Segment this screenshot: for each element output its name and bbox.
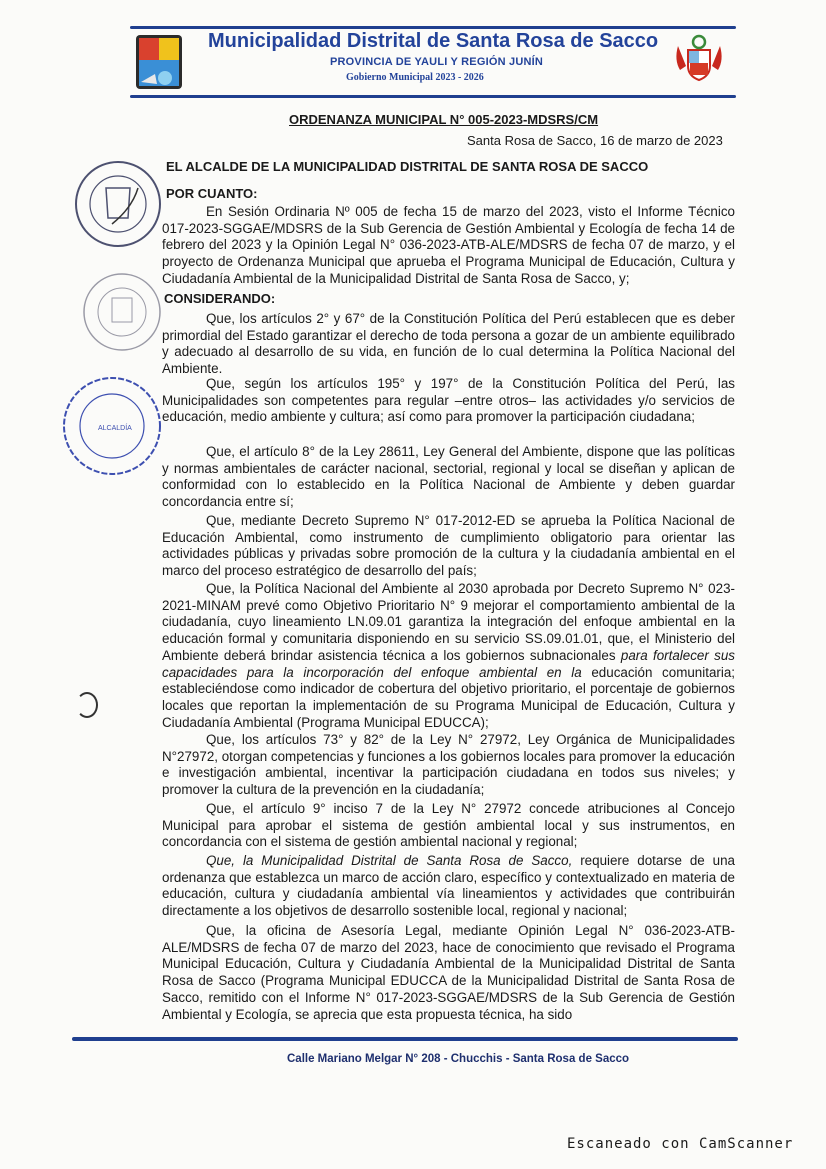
considerando-paragraph-8: [162, 853, 735, 920]
header-bottom-rule: [130, 95, 736, 98]
punch-hole-mark: [76, 692, 98, 718]
svg-text:ALCALDÍA: ALCALDÍA: [98, 425, 132, 432]
official-stamp-1: [72, 158, 164, 250]
addressee-heading: EL ALCALDE DE LA MUNICIPALIDAD DISTRITAL DE SANTA ROSA DE SACCO: [166, 159, 649, 174]
considerando-paragraph-1: Que, los artículos 2° y 67° de la Constitución Política del Perú establecen que es deber primordial del Estado garantizar el derecho de toda persona a gozar de un ambiente equilibrado y adecuado al desarrollo de su vida, en función de lo cual determina la Política Nacional del Ambiente.: [162, 311, 735, 377]
considerando-paragraph-9: Que, la oficina de Asesoría Legal, mediante Opinión Legal N° 036-2023-ATB-ALE/MDSRS de fecha 07 de marzo del 2023, hace de conocimiento que revisado el Programa Municipal Educación, Cultura y Ciudadanía Ambiental de la Municipalidad Distrital de Santa Rosa de Sacco (Programa Municipal EDUCCA de la Municipalidad Distrital de Santa Rosa de Sacco, remitido con el Informe N° 017-2023-SGGAE/MDSRS de la Sub Gerencia de Gestión Ambiental y Ecología, se aprecia que esta propuesta técnica, ha sido: [162, 923, 735, 1022]
considerando-paragraph-2: Que, según los artículos 195° y 197° de la Constitución Política del Perú, las Municipalidades son competentes para regular –entre otros– las actividades y/o servicios de educación, medio ambiente y cultura; así como para promover la participación ciudadana;: [162, 376, 735, 425]
district-logo: [135, 34, 183, 90]
official-stamp-3: [58, 372, 166, 480]
paragraph-5-part-b: para fortalecer sus capacidades para la incorporación del enfoque ambiental en la: [162, 647, 735, 680]
header-top-rule: [130, 26, 736, 29]
municipality-name: Municipalidad Distrital de Santa Rosa de Sacco: [208, 30, 659, 52]
paragraph-5-part-c: educación comunitaria; estableciéndose como indicador de cobertura del objetivo prioritario, el porcentaje de gobiernos locales que reportan la implementación de su Programa Municipal de Educación, Cultura y Ciudadanía Ambiental (Programa Municipal EDUCCA);: [162, 664, 735, 730]
official-stamp-2: [80, 270, 164, 354]
footer-rule: [72, 1037, 738, 1041]
document-date: Santa Rosa de Sacco, 16 de marzo de 2023: [467, 133, 723, 148]
footer-address: Calle Mariano Melgar N° 208 - Chucchis - Santa Rosa de Sacco: [287, 1053, 630, 1065]
camscanner-watermark: Escaneado con CamScanner: [567, 1136, 794, 1152]
paragraph-5-part-a: Que, la Política Nacional del Ambiente al 2030 aprobada por Decreto Supremo N° 023-2021-MINAM prevé como Objetivo Prioritario N° 9 mejorar el comportamiento ambiental de la ciudadanía, cuyo lineamiento LN.09.01 garantiza la integración del enfoque ambiental en la educación formal y comunitaria disponiendo en su servicio SS.09.01.01, que, el Ministerio del Ambiente deberá brindar asistencia técnica a los gobiernos subnacionales: [162, 581, 735, 663]
considerando-paragraph-6: Que, los artículos 73° y 82° de la Ley N° 27972, Ley Orgánica de Municipalidades N°27972, otorgan competencias y funciones a los gobiernos locales para promover la educación e investigación ambiental, incentivar la participación ciudadana en todos sus niveles; y promover la cultura de la prevención en la ciudadanía;: [162, 732, 735, 798]
considerando-paragraph-4: Que, mediante Decreto Supremo N° 017-2012-ED se aprueba la Política Nacional de Educación Ambiental, como instrumento de cumplimiento obligatorio para orientar las actividades públicas y privadas sobre promoción de la cultura y la ciudadanía ambiental en el marco del proceso estratégico de desarrollo del país;: [162, 513, 735, 579]
paragraph-8-part-b: requiere dotarse de una ordenanza que establezca un marco de acción claro, específico y contextualizado en materia de educación, cultura y ciudadanía ambiental vía lineamientos y actividades que contribuirán directamente a los objetivos de desarrollo sostenible local, regional y nacional;: [162, 853, 735, 919]
considerando-paragraph-5: [162, 581, 735, 731]
considerando-paragraph-7: Que, el artículo 9° inciso 7 de la Ley N° 27972 concede atribuciones al Concejo Municipal para aprobar el sistema de gestión ambiental local y sus instrumentos, en concordancia con el sistema de gestión ambiental nacional y regional;: [162, 801, 735, 850]
peru-coat-of-arms: [672, 30, 726, 86]
considerando-paragraph-3: Que, el artículo 8° de la Ley 28611, Ley General del Ambiente, dispone que las políticas y normas ambientales de carácter nacional, sectorial, regional y local se diseñan y aplican de conformidad con lo establecido en la Política Nacional de Ambiente y deben guardar concordancia entre sí;: [162, 444, 735, 510]
ordinance-title: ORDENANZA MUNICIPAL N° 005-2023-MDSRS/CM: [289, 112, 599, 127]
considerando-heading: CONSIDERANDO:: [164, 291, 276, 306]
province-region: PROVINCIA DE YAULI Y REGIÓN JUNÍN: [330, 56, 544, 68]
por-cuanto-paragraph: En Sesión Ordinaria Nº 005 de fecha 15 de marzo del 2023, visto el Informe Técnico 017-2023-SGGAE/MDSRS de la Sub Gerencia de Gestión Ambiental y Ecología de fecha 14 de febrero del 2023 y la Opinión Legal N° 036-2023-ATB-ALE/MDSRS de fecha 07 de marzo, y el proyecto de Ordenanza Municipal que aprueba el Programa Municipal de Educación, Cultura y Ciudadanía Ambiental de la Municipalidad Distrital de Santa Rosa de Sacco, y;: [162, 204, 735, 286]
government-period: Gobierno Municipal 2023 - 2026: [346, 72, 484, 83]
paragraph-8-part-a: Que, la Municipalidad Distrital de Santa Rosa de Sacco,: [206, 853, 573, 868]
por-cuanto-heading: POR CUANTO:: [166, 186, 258, 201]
